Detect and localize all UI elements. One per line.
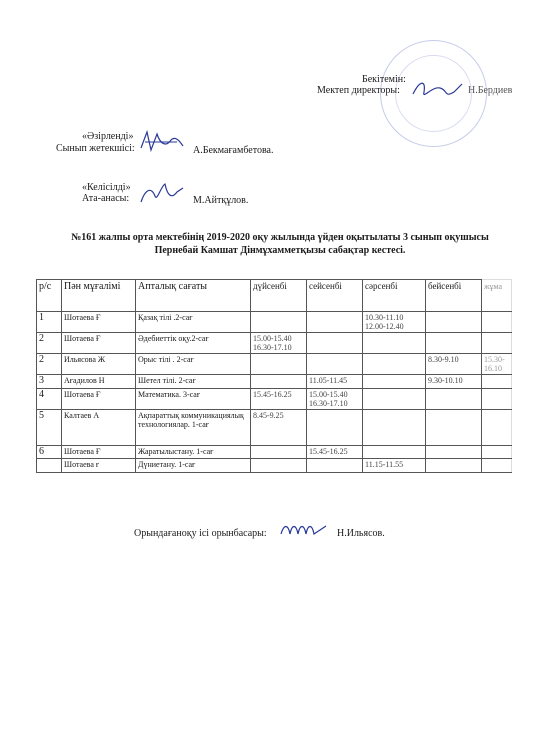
prepared-label: «Әзірленді» xyxy=(82,131,134,142)
monday-cell: 8.45-9.25 xyxy=(251,410,307,446)
table-row xyxy=(37,459,512,473)
wednesday-cell xyxy=(363,333,426,354)
teacher-cell: Шотаева Ғ xyxy=(62,389,136,410)
thursday-cell: 9.30-10.10 xyxy=(426,375,482,389)
row-number: 3 xyxy=(37,375,62,389)
monday-cell: 15.45-16.25 xyxy=(251,389,307,410)
wednesday-cell: 10.30-11.10 12.00-12.40 xyxy=(363,312,426,333)
monday-cell xyxy=(251,459,307,473)
thursday-cell xyxy=(426,389,482,410)
footer-name: Н.Ильясов. xyxy=(337,528,385,539)
teacher-cell: Шотаева Ғ xyxy=(62,333,136,354)
friday-cell xyxy=(482,446,512,459)
wednesday-cell xyxy=(363,446,426,459)
monday-cell xyxy=(251,354,307,375)
tuesday-cell xyxy=(307,312,363,333)
teacher-cell: Калтаев А xyxy=(62,410,136,446)
subject-cell: Шетел тілі. 2-сағ xyxy=(136,375,251,389)
agreed-label: «Келісілді» xyxy=(82,182,131,193)
teacher-signature xyxy=(137,128,187,156)
director-signature xyxy=(410,76,465,102)
table-row xyxy=(37,375,512,389)
teacher-cell: Шотаева Ғ xyxy=(62,312,136,333)
schedule-table xyxy=(36,279,512,473)
header-cell: бейсенбі xyxy=(426,280,482,312)
teacher-cell: Шотаева Ғ xyxy=(62,446,136,459)
thursday-cell xyxy=(426,312,482,333)
table-header-row xyxy=(37,280,512,312)
tuesday-cell xyxy=(307,333,363,354)
approved-label: Бекітемін: xyxy=(362,74,406,85)
wednesday-cell xyxy=(363,354,426,375)
tuesday-cell xyxy=(307,459,363,473)
teacher-cell: Ильясова Ж xyxy=(62,354,136,375)
subject-cell: Дүниетану. 1-сағ xyxy=(136,459,251,473)
row-number: 4 xyxy=(37,389,62,410)
monday-cell xyxy=(251,375,307,389)
wednesday-cell xyxy=(363,375,426,389)
tuesday-cell: 11.05-11.45 xyxy=(307,375,363,389)
friday-cell xyxy=(482,333,512,354)
teacher-cell: Шотаева ғ xyxy=(62,459,136,473)
header-cell: дүйсенбі xyxy=(251,280,307,312)
row-number: 2 xyxy=(37,354,62,375)
tuesday-cell: 15.45-16.25 xyxy=(307,446,363,459)
teacher-cell: Ағадилов Н xyxy=(62,375,136,389)
subject-cell: Әдебиеттік оқу.2-сағ xyxy=(136,333,251,354)
thursday-cell xyxy=(426,333,482,354)
prepared-name: А.Бекмағамбетова. xyxy=(193,145,274,156)
director-label: Мектеп директоры: xyxy=(317,85,400,96)
friday-cell xyxy=(482,375,512,389)
header-cell: сейсенбі xyxy=(307,280,363,312)
subject-cell: Орыс тілі . 2-сағ xyxy=(136,354,251,375)
row-number xyxy=(37,459,62,473)
tuesday-cell xyxy=(307,410,363,446)
wednesday-cell: 11.15-11.55 xyxy=(363,459,426,473)
schedule-title-line1: №161 жалпы орта мектебінің 2019-2020 оқу жылында үйден оқытылаты 3 сынып оқушысы xyxy=(71,232,489,243)
table-row xyxy=(37,312,512,333)
wednesday-cell xyxy=(363,389,426,410)
subject-cell: Қазақ тілі .2-сағ xyxy=(136,312,251,333)
footer-role: Орындағаноқу ісі орынбасары: xyxy=(134,528,267,539)
header-cell: сәрсенбі xyxy=(363,280,426,312)
friday-cell: 15.30-16.10 xyxy=(482,354,512,375)
wednesday-cell xyxy=(363,410,426,446)
friday-cell xyxy=(482,410,512,446)
thursday-cell: 8.30-9.10 xyxy=(426,354,482,375)
schedule-title-line2: Пернебай Камшат Дінмұхамметқызы сабақтар кестесі. xyxy=(154,245,406,256)
friday-cell xyxy=(482,459,512,473)
thursday-cell xyxy=(426,446,482,459)
subject-cell: Математика. 3-сағ xyxy=(136,389,251,410)
header-cell: Апталық сағаты xyxy=(136,280,251,312)
thursday-cell xyxy=(426,410,482,446)
prepared-role: Сынып жетекшісі: xyxy=(56,143,135,154)
table-row xyxy=(37,333,512,354)
subject-cell: Жаратылыстану. 1-сағ xyxy=(136,446,251,459)
row-number: 5 xyxy=(37,410,62,446)
friday-cell xyxy=(482,389,512,410)
deputy-signature xyxy=(278,516,330,542)
row-number: 6 xyxy=(37,446,62,459)
director-name: Н.Бердиев xyxy=(468,85,513,96)
header-cell: жұма xyxy=(482,280,512,312)
friday-cell xyxy=(482,312,512,333)
parent-signature xyxy=(137,180,187,208)
monday-cell xyxy=(251,446,307,459)
table-row xyxy=(37,410,512,446)
header-cell: р/с xyxy=(37,280,62,312)
table-row xyxy=(37,446,512,459)
monday-cell xyxy=(251,312,307,333)
row-number: 2 xyxy=(37,333,62,354)
table-row xyxy=(37,389,512,410)
header-cell: Пән мұғалімі xyxy=(62,280,136,312)
subject-cell: Ақпараттық коммуникациялық технологиялар. 1-сағ xyxy=(136,410,251,446)
thursday-cell xyxy=(426,459,482,473)
agreed-role: Ата-анасы: xyxy=(82,193,130,204)
row-number: 1 xyxy=(37,312,62,333)
table-row xyxy=(37,354,512,375)
agreed-name: М.Айтқұлов. xyxy=(193,195,249,206)
tuesday-cell: 15.00-15.40 16.30-17.10 xyxy=(307,389,363,410)
tuesday-cell xyxy=(307,354,363,375)
monday-cell: 15.00-15.40 16.30-17.10 xyxy=(251,333,307,354)
